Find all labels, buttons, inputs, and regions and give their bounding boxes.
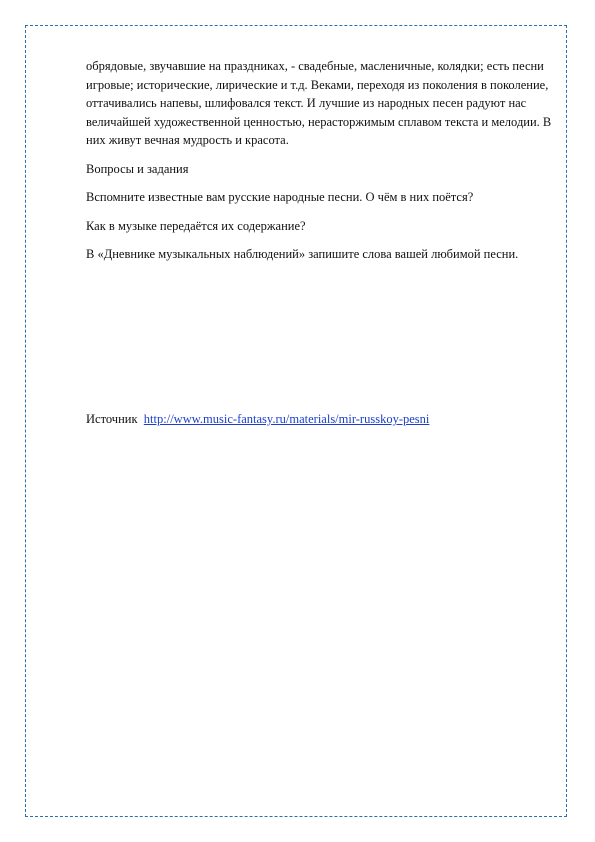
question-1: Вспомните известные вам русские народные песни. О чём в них поётся? [86,190,474,204]
task-3: В «Дневнике музыкальных наблюдений» запишите слова вашей любимой песни. [86,247,519,261]
source-link[interactable]: http://www.music-fantasy.ru/materials/mir-russkoy-pesni [143,412,430,426]
question-2: Как в музыке передаётся их содержание? [86,218,306,233]
questions-heading: Вопросы и задания [86,161,189,176]
document-body [86,57,556,274]
source-line [86,410,429,428]
source-label: Источник [86,412,138,426]
intro-paragraph: обрядовые, звучавшие на праздниках, - свадебные, масленичные, колядки; есть песни игровые; исторические, лирические и т.д. Веками, переходя из поколения в поколение, оттачивались напевы, шлифовался текст. И лучшие из народных песен радуют нас величайшей художественной ценностью, нерасторжимым сплавом текста и мелодии. В них живут вечная мудрость и красота. [86,59,552,147]
